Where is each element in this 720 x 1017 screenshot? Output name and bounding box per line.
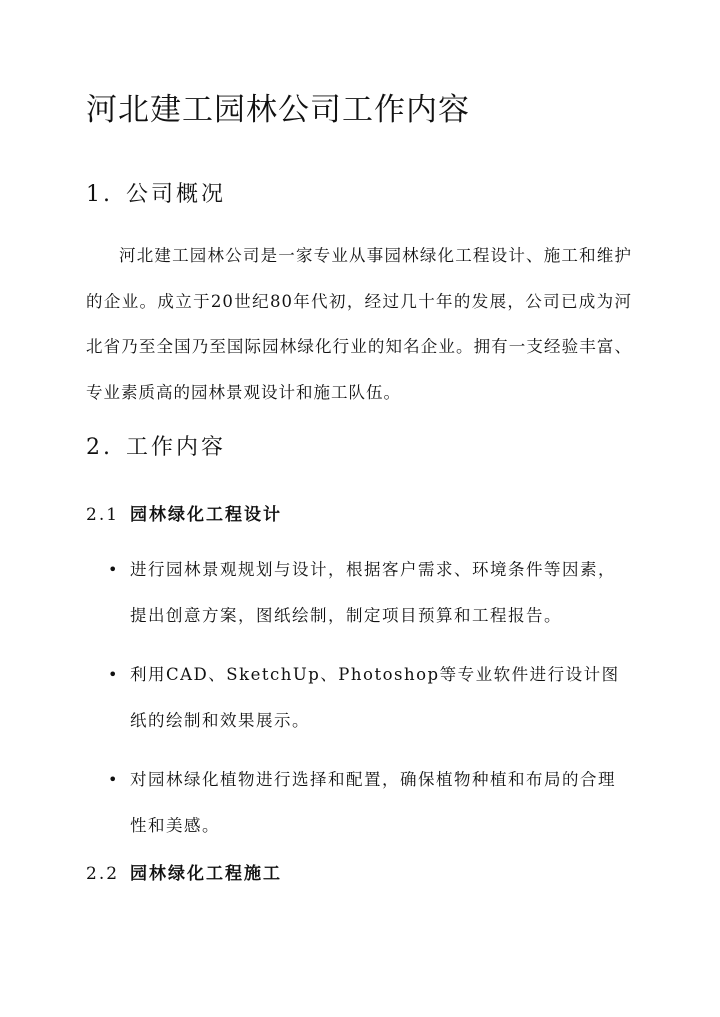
section-heading-work-content	[86, 430, 226, 461]
section-number: 2.	[86, 435, 113, 460]
bullet-dot-icon: •	[108, 560, 119, 579]
section-heading-overview	[86, 177, 226, 208]
document-title: 河北建工园林公司工作内容	[86, 92, 470, 128]
overview-paragraph: 河北建工园林公司是一家专业从事园林绿化工程设计、施工和维护的企业。成立于20世纪80年代初，经过几十年的发展，公司已成为河北省乃至全国乃至国际园林绿化行业的知名企业。拥有一支经验丰富、专业素质高的园林景观设计和施工队伍。	[86, 246, 632, 402]
design-bullet-list	[86, 547, 632, 848]
section-title: 工作内容	[126, 435, 227, 460]
list-item	[86, 652, 632, 743]
section-number: 1.	[86, 182, 113, 207]
list-item	[86, 757, 632, 848]
subsection-number: 2.1	[86, 505, 120, 525]
list-item	[86, 547, 632, 638]
subsection-number: 2.2	[86, 864, 120, 884]
list-item-text: 进行园林景观规划与设计，根据客户需求、环境条件等因素，提出创意方案，图纸绘制，制定项目预算和工程报告。	[130, 560, 616, 625]
list-item-text: 对园林绿化植物进行选择和配置，确保植物种植和布局的合理性和美感。	[130, 770, 616, 835]
subsection-heading-design	[86, 500, 282, 525]
subsection-heading-construction	[86, 859, 282, 884]
subsection-title: 园林绿化工程设计	[130, 505, 282, 525]
bullet-dot-icon: •	[108, 665, 119, 684]
list-item-text: 利用CAD、SketchUp、Photoshop等专业软件进行设计图纸的绘制和效果展示。	[130, 665, 620, 730]
bullet-dot-icon: •	[108, 770, 119, 789]
section-title: 公司概况	[126, 182, 227, 207]
subsection-title: 园林绿化工程施工	[130, 864, 282, 884]
